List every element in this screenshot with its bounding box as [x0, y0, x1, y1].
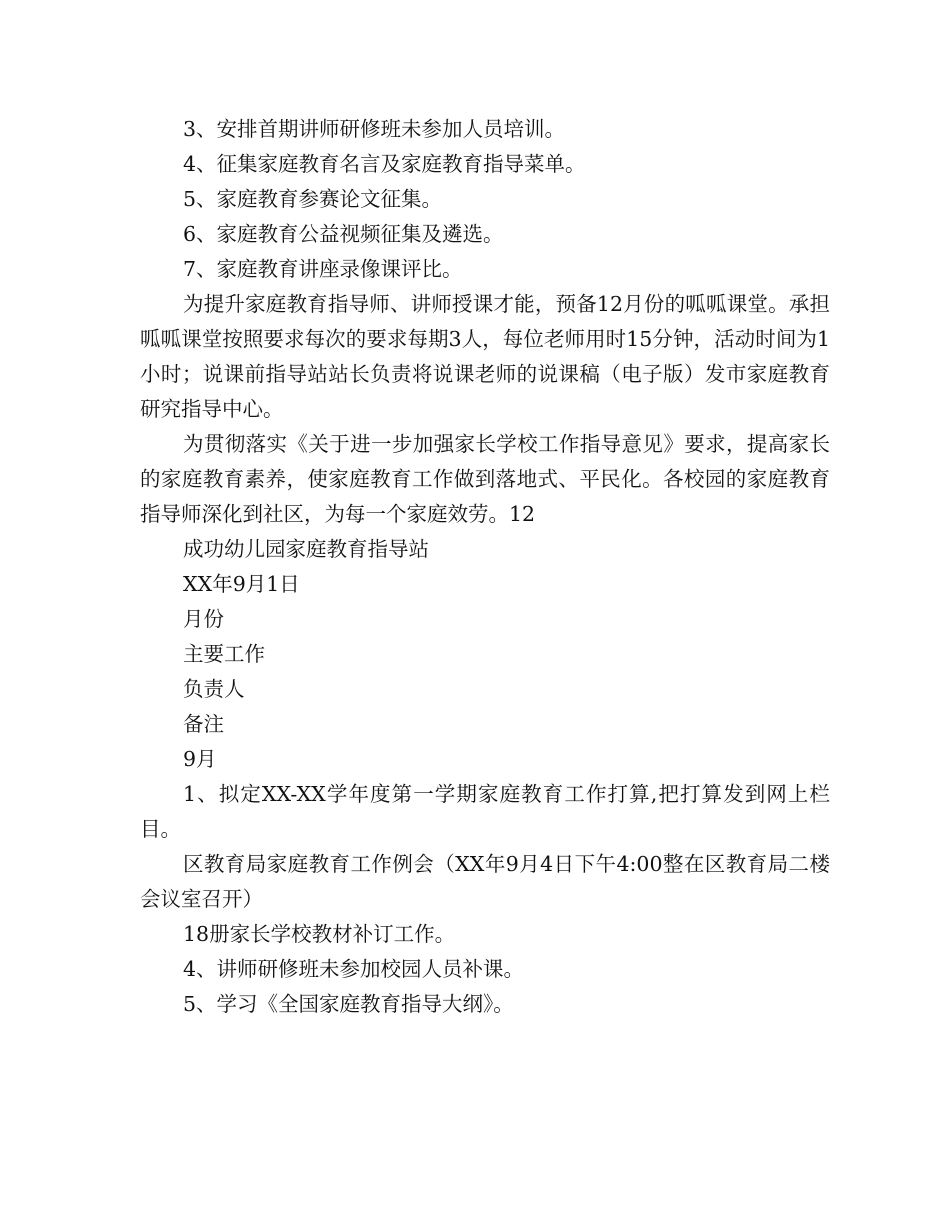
list-item-3: 3、安排首期讲师研修班未参加人员培训。 [183, 117, 566, 141]
paragraph-implementation: 为贯彻落实《关于进一步加强家长学校工作指导意见》要求，提高家长的家庭教育素养，使家庭教育工作做到落地式、平民化。各校园的家庭教育指导师深化到社区，为每一个家庭效劳。12 [140, 432, 830, 526]
paragraph-guagua-classroom: 为提升家庭教育指导师、讲师授课才能，预备12月份的呱呱课堂。承担呱呱课堂按照要求每次的要求每期3人，每位老师用时15分钟，活动时间为1小时；说课前指导站站长负责将说课老师的说课稿（电子版）发市家庭教育研究指导中心。 [140, 292, 830, 421]
table-cell-work-textbook: 18册家长学校教材补订工作。 [183, 922, 456, 946]
list-item-7: 7、家庭教育讲座录像课评比。 [183, 257, 463, 281]
document-page [140, 112, 830, 1022]
table-header-month: 月份 [183, 607, 224, 631]
table-header-remarks: 备注 [183, 712, 224, 736]
table-cell-work-4: 4、讲师研修班未参加校园人员补课。 [183, 957, 525, 981]
list-item-4: 4、征集家庭教育名言及家庭教育指导菜单。 [183, 152, 586, 176]
table-header-responsible: 负责人 [183, 677, 245, 701]
table-cell-work-meeting: 区教育局家庭教育工作例会（XX年9月4日下午4:00整在区教育局二楼会议室召开） [140, 852, 830, 911]
table-cell-month-september: 9月 [183, 747, 217, 771]
table-cell-work-1: 1、拟定XX-XX学年度第一学期家庭教育工作打算,把打算发到网上栏目。 [140, 782, 830, 841]
table-header-main-work: 主要工作 [183, 642, 265, 666]
list-item-6: 6、家庭教育公益视频征集及遴选。 [183, 222, 504, 246]
signature-date: XX年9月1日 [183, 572, 300, 596]
table-cell-work-5: 5、学习《全国家庭教育指导大纲》。 [183, 992, 514, 1016]
signature-organization: 成功幼儿园家庭教育指导站 [183, 537, 429, 561]
list-item-5: 5、家庭教育参赛论文征集。 [183, 187, 443, 211]
